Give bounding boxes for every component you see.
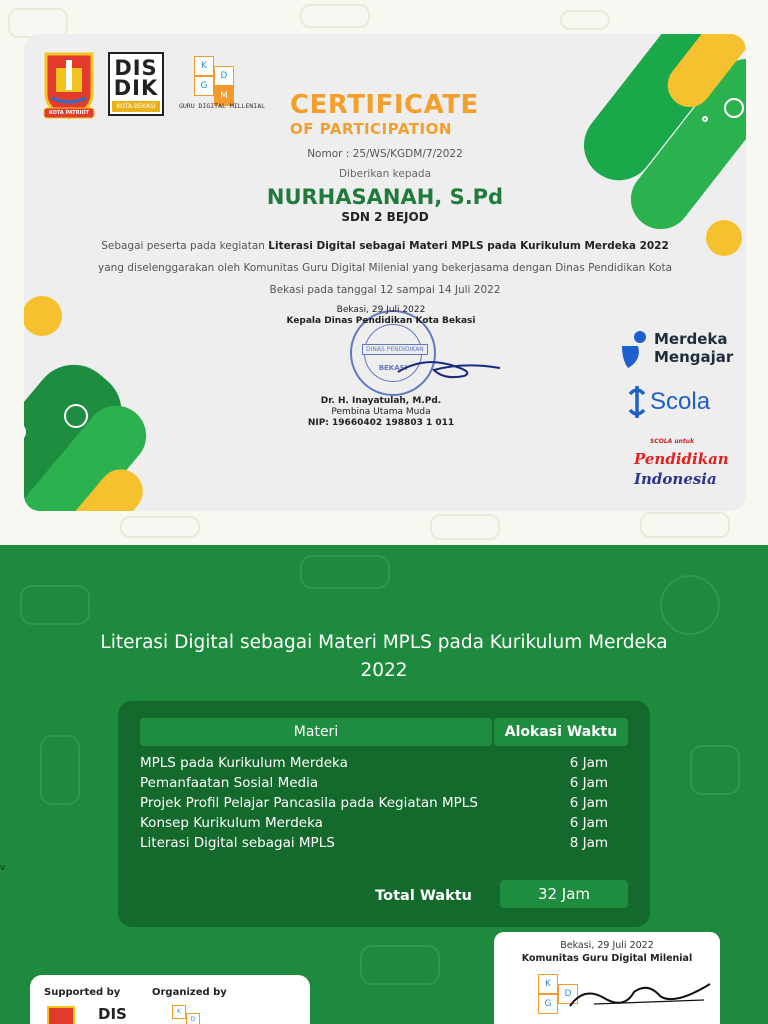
recipient-school: SDN 2 BEJOD [341, 210, 429, 224]
merdeka-line1: Merdeka [654, 330, 728, 348]
summary-title: Literasi Digital sebagai Materi MPLS pada Kurikulum Merdeka 2022 [100, 632, 668, 681]
scola-small-text: SCOLA untuk [650, 438, 695, 445]
sign-place-date: Bekasi, 29 Juli 2022 [336, 305, 426, 315]
decor-circle [24, 296, 62, 336]
doodle-decoration [120, 516, 200, 538]
column-header-waktu: Alokasi Waktu [494, 718, 628, 746]
kdgm-letter: K [194, 56, 214, 76]
doodle-decoration [40, 735, 80, 805]
kdgm-letter: G [538, 994, 558, 1014]
disdik-logo [108, 52, 164, 116]
kdgm-letter: D [558, 984, 578, 1004]
summary-page [0, 545, 768, 1024]
kdgm-letter: K [172, 1005, 186, 1019]
organizer-sign-date: Bekasi, 29 Juli 2022 [560, 940, 654, 951]
scola-text: Scola [650, 388, 711, 415]
merdeka-mengajar-logo [618, 330, 738, 372]
sign-rank: Pembina Utama Muda [331, 407, 431, 417]
doodle-decoration [430, 514, 500, 540]
kdgm-letter: K [538, 974, 558, 994]
kota-bekasi-caption: KOTA PATRIOT [48, 110, 89, 116]
disdik-top-text: DIS [114, 56, 158, 80]
row-materi: MPLS pada Kurikulum Merdeka [140, 755, 348, 771]
doodle-decoration [640, 512, 730, 538]
disdik-bottom-text: DIK [113, 76, 159, 100]
kdgm-letter: G [194, 76, 214, 96]
row-waktu: 6 Jam [569, 775, 608, 791]
sign-name: Dr. H. Inayatulah, M.Pd. [320, 396, 442, 406]
row-waktu: 6 Jam [569, 755, 608, 771]
merdeka-mengajar-text [654, 330, 733, 366]
kota-bekasi-logo-small [46, 1005, 76, 1024]
event-name: Literasi Digital sebagai Materi MPLS pada Kurikulum Merdeka 2022 [268, 240, 669, 252]
certificate-number: Nomor : 25/WS/KGDM/7/2022 [307, 148, 463, 160]
body-details: yang diselenggarakan oleh Komunitas Guru Digital Milenial yang bekerjasama dengan Dinas Pendidikan Kota Bekasi pada tanggal 12 sampai 14 Juli 2022 [97, 262, 673, 296]
materials-table [118, 701, 650, 927]
organizer-signature-card [494, 932, 720, 1024]
decor-ring [702, 116, 708, 122]
row-waktu: 6 Jam [569, 815, 608, 831]
table-row [140, 813, 630, 833]
doodle-decoration [300, 555, 390, 589]
stamp-mid-text: DINAS PENDIDIKAN [362, 344, 428, 355]
doodle-decoration [560, 10, 610, 30]
scola-icon [626, 384, 648, 420]
sign-title: Kepala Dinas Pendidikan Kota Bekasi [286, 316, 476, 326]
organizer-name: Komunitas Guru Digital Milenial [521, 953, 693, 964]
certificate-card [24, 34, 746, 511]
doodle-decoration [660, 575, 720, 635]
scola-pendidikan-indonesia-logo [628, 438, 729, 504]
doodle-decoration [360, 945, 440, 985]
kdgm-letter: M [214, 86, 234, 106]
scola-logo [626, 384, 736, 420]
certificate-title: CERTIFICATE [290, 90, 479, 120]
disdik-logo-small: DIS [98, 1005, 127, 1023]
side-mark: v [0, 863, 6, 873]
signature-scribble [394, 352, 504, 382]
supported-by-label: Supported by [44, 987, 121, 998]
decor-circle [706, 220, 742, 256]
doodle-decoration [300, 4, 370, 28]
decor-ring [64, 404, 88, 428]
decor-ring [724, 98, 744, 118]
table-row [140, 753, 630, 773]
merdeka-mengajar-icon [618, 330, 650, 370]
row-materi: Pemanfaatan Sosial Media [140, 775, 319, 791]
row-waktu: 8 Jam [569, 835, 608, 851]
supporters-card [30, 975, 310, 1024]
kdgm-letter: D [186, 1013, 200, 1024]
given-to-label: Diberikan kepada [338, 168, 432, 180]
body-intro: Sebagai peserta pada kegiatan [101, 240, 269, 252]
doodle-decoration [20, 585, 90, 625]
row-materi: Literasi Digital sebagai MPLS [140, 835, 335, 851]
kota-bekasi-logo [40, 48, 98, 122]
scola-indonesia-text: Indonesia [634, 470, 717, 488]
sign-nip: NIP: 19660402 198803 1 011 [307, 418, 455, 428]
organizer-signature-scribble [564, 976, 714, 1016]
kdgm-letter: D [214, 66, 234, 86]
total-value: 32 Jam [500, 880, 628, 908]
table-body [140, 753, 630, 853]
table-row [140, 793, 630, 813]
merdeka-line2: Mengajar [654, 348, 734, 366]
organized-by-label: Organized by [152, 987, 227, 998]
table-row [140, 833, 630, 853]
row-waktu: 6 Jam [569, 795, 608, 811]
scola-pendidikan-text: Pendidikan [634, 450, 729, 468]
column-header-materi: Materi [140, 718, 492, 746]
recipient-name: NURHASANAH, S.Pd [266, 185, 504, 209]
kdgm-logo [172, 54, 272, 116]
table-row [140, 773, 630, 793]
certificate-subtitle: OF PARTICIPATION [290, 120, 452, 138]
row-materi: Projek Profil Pelajar Pancasila pada Kegiatan MPLS [140, 795, 478, 811]
total-label: Total Waktu [375, 888, 472, 904]
disdik-caption: KOTA BEKASI [112, 101, 160, 112]
row-materi: Konsep Kurikulum Merdeka [140, 815, 323, 831]
stamp-text: BEKASI [378, 364, 408, 372]
certificate-body [94, 235, 676, 301]
doodle-decoration [690, 745, 740, 795]
kdgm-caption: GURU DIGITAL MILLENIAL [178, 102, 266, 110]
